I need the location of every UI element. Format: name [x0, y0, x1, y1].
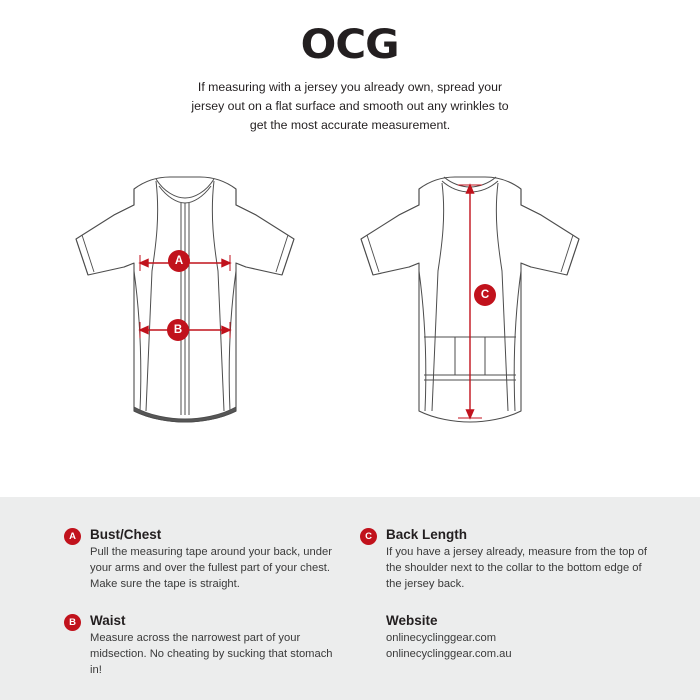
legend-title-back-length: Back Length [386, 527, 468, 542]
intro-text: If measuring with a jersey you already own, spread your jersey out on a flat surface and smooth out any wrinkles to get the most accurate measurement. [191, 80, 509, 133]
legend-tag-a: A [64, 528, 81, 545]
callout-bubble-a: A [168, 250, 190, 272]
jersey-back-illustration [345, 175, 595, 430]
legend-title-website: Website [386, 612, 438, 628]
legend-body-bust-chest: Pull the measuring tape around your back, under your arms and over the fullest part of your chest. Make sure the tape is straight. [90, 546, 332, 590]
legend-tag-c: C [360, 528, 377, 545]
legend-tag-b: B [64, 614, 81, 631]
legend-item-back-length [360, 527, 660, 593]
brand-logo-text: OCG [301, 22, 399, 68]
callout-bubble-b: B [167, 319, 189, 341]
legend-title-bust-chest: Bust/Chest [90, 527, 162, 542]
legend-item-waist [64, 613, 344, 679]
brand-logo [0, 22, 700, 68]
website-url-com[interactable]: onlinecyclinggear.com [386, 631, 497, 644]
legend-section [0, 497, 700, 700]
legend-column-right [360, 527, 660, 683]
legend-title-waist: Waist [90, 612, 126, 628]
legend-body-back-length: If you have a jersey already, measure from the top of the shoulder next to the collar to the bottom edge of the jersey back. [386, 546, 647, 590]
jersey-front-illustration [60, 175, 310, 430]
legend-body-waist: Measure across the narrowest part of your midsection. No cheating by sucking that stomach in! [90, 631, 333, 676]
website-url-com-au[interactable]: onlinecyclinggear.com.au [386, 647, 512, 660]
legend-column-left [64, 527, 344, 698]
legend-item-bust-chest [64, 527, 344, 593]
callout-bubble-c: C [474, 284, 496, 306]
legend-item-website [360, 613, 660, 663]
